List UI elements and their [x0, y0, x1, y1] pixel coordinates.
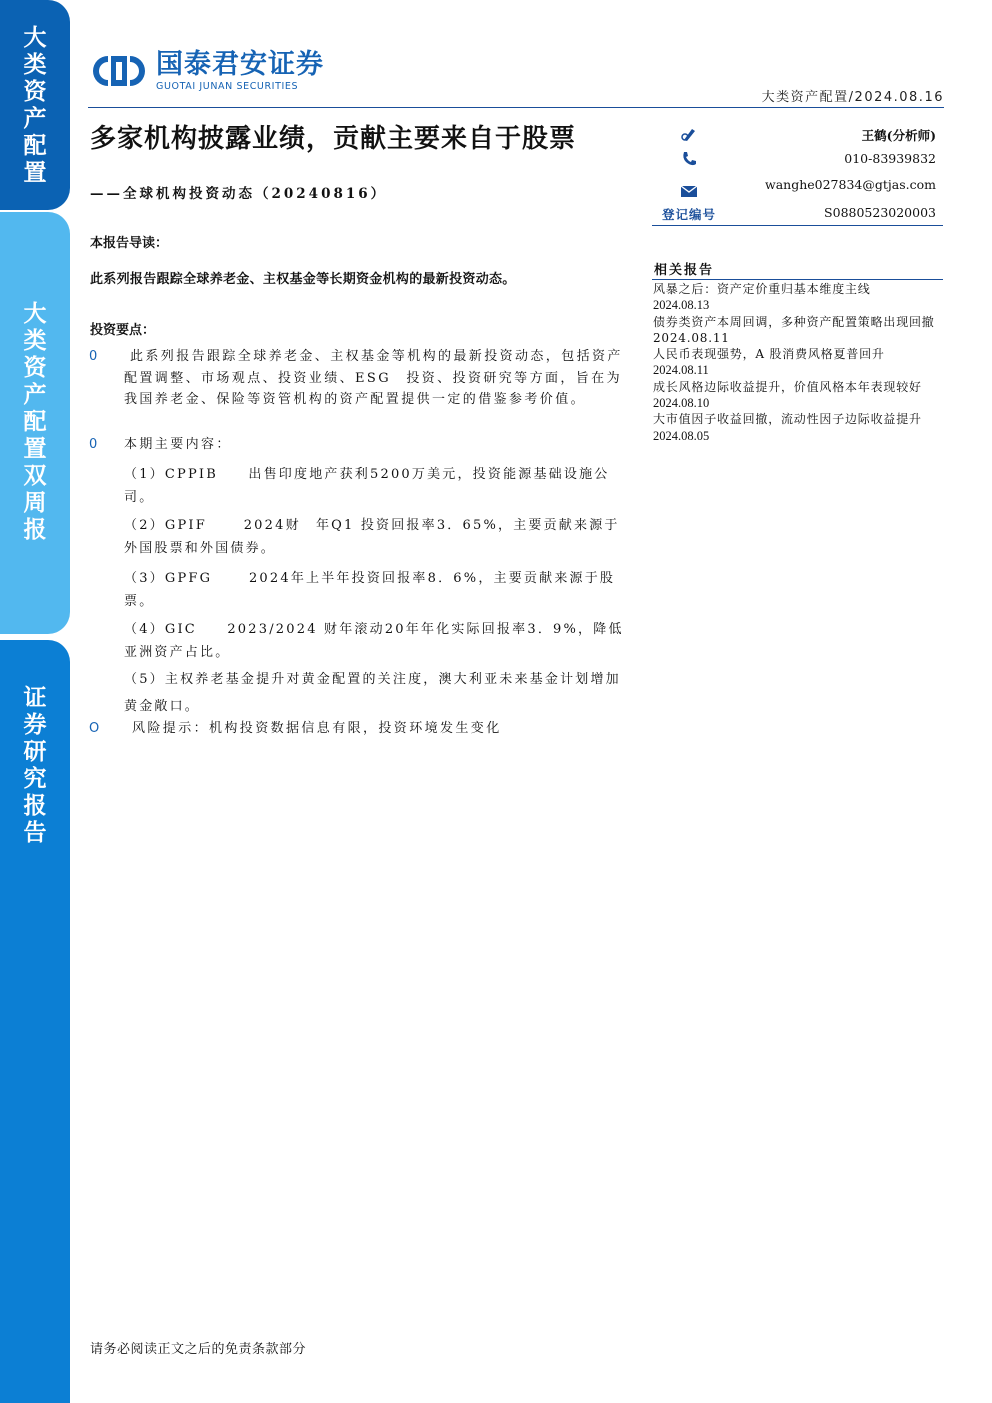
sidebar-char: 券 — [23, 711, 47, 738]
sidebar-tab-asset-allocation — [0, 0, 70, 210]
related-report-name: 风暴之后：资产定价重归基本维度主线 — [653, 282, 871, 296]
page-subtitle: ——全球机构投资动态（20240816） — [90, 186, 388, 202]
sidebar-char: 究 — [23, 765, 47, 792]
related-reports-list — [653, 281, 945, 444]
sidebar-char: 产 — [23, 381, 47, 408]
related-report-name: 大市值因子收益回撤，流动性因子边际收益提升 — [653, 412, 922, 427]
related-report-name: 成长风格边际收益提升，价值风格本年表现较好 — [653, 379, 922, 394]
related-report-date: 2024.08.11 — [653, 363, 709, 378]
sidebar-char: 置 — [23, 159, 47, 186]
report-intro-text: 此系列报告跟踪全球养老金、主权基金等长期资金机构的最新投资动态。 — [90, 272, 516, 287]
sidebar-char: 告 — [23, 819, 47, 846]
sidebar-char: 报 — [23, 792, 47, 819]
sidebar-char: 双 — [23, 462, 47, 489]
logo-english-name: GUOTAI JUNAN SECURITIES — [156, 81, 299, 92]
report-intro-heading: 本报告导读： — [90, 236, 169, 251]
sidebar-char: 大 — [23, 300, 47, 327]
related-report-item[interactable] — [653, 314, 945, 347]
pen-icon — [680, 126, 698, 142]
key-item-cppib: （1）CPPIB 出售印度地产获利5200万美元，投资能源基础设施公司。 — [124, 467, 610, 505]
sidebar-char: 类 — [23, 327, 47, 354]
related-report-item[interactable] — [653, 379, 945, 412]
logo-mark-icon — [90, 52, 148, 90]
sidebar-char: 报 — [23, 516, 47, 543]
logo-chinese-name: 国泰君安证券 — [156, 49, 324, 80]
sidebar-tab-biweekly-report — [0, 212, 70, 634]
sidebar-char: 资 — [23, 354, 47, 381]
related-report-date: 2024.08.05 — [653, 428, 710, 443]
analyst-email[interactable]: wanghe027834@gtjas.com — [765, 177, 936, 192]
risk-warning: 风险提示：机构投资数据信息有限，投资环境发生变化 — [132, 721, 502, 736]
key-item-gpfg: （3）GPFG 2024年上半年投资回报率8．6%，主要贡献来源于股票。 — [124, 571, 616, 609]
related-report-item[interactable] — [653, 346, 945, 379]
disclaimer-footer: 请务必阅读正文之后的免责条款部分 — [90, 1342, 307, 1357]
related-report-date: 2024.08.13 — [653, 298, 710, 313]
sidebar-char: 资 — [23, 78, 47, 105]
phone-icon — [680, 151, 698, 167]
bullet-marker: 0 — [89, 349, 98, 364]
related-report-item[interactable] — [653, 281, 945, 314]
sidebar-char: 周 — [23, 489, 47, 516]
related-report-item[interactable] — [653, 411, 945, 444]
related-report-name: 人民币表现强势，A 股消费风格夏普回升 — [653, 347, 885, 362]
key-item-gic: （4）GIC 2023/2024 财年滚动20年年化实际回报率3．9%，降低亚洲资产占比。 — [124, 622, 624, 660]
related-report-name: 债券类资产本周回调，多种资产配置策略出现回撤2024.08.11 — [653, 314, 935, 345]
key-point-2: 本期主要内容： — [124, 437, 232, 452]
email-icon — [680, 183, 698, 199]
sidebar-char: 大 — [23, 24, 47, 51]
related-reports-title: 相关报告 — [654, 263, 715, 278]
sidebar-char: 证 — [23, 684, 47, 711]
sidebar-char: 配 — [23, 132, 47, 159]
key-item-gpif: （2）GPIF 2024财 年Q1 投资回报率3．65%，主要贡献来源于外国股票和外国债券。 — [124, 518, 620, 556]
analyst-phone: 010-83939832 — [844, 151, 936, 166]
sidebar-char: 类 — [23, 51, 47, 78]
report-category-date: 大类资产配置/2024.08.16 — [761, 90, 944, 105]
registration-label: 登记编号 — [662, 207, 717, 222]
analyst-divider — [652, 225, 943, 226]
sidebar-char: 置 — [23, 435, 47, 462]
key-item-gold: （5）主权养老基金提升对黄金配置的关注度，澳大利亚未来基金计划增加黄金敞口。 — [124, 672, 621, 714]
sidebar-char: 产 — [23, 105, 47, 132]
risk-marker: O — [89, 721, 100, 736]
key-point-1: 此系列报告跟踪全球养老金、主权基金等机构的最新投资动态，包括资产配置调整、市场观点、投资业绩、ESG 投资、投资研究等方面，旨在为我国养老金、保险等资管机构的资产配置提供一定的借鉴参考价值。 — [124, 349, 623, 407]
key-points-heading: 投资要点： — [90, 323, 156, 338]
bullet-marker: 0 — [89, 437, 98, 452]
page-title: 多家机构披露业绩，贡献主要来自于股票 — [90, 124, 577, 154]
header-divider — [88, 107, 944, 108]
sidebar-char: 研 — [23, 738, 47, 765]
sidebar-char: 配 — [23, 408, 47, 435]
related-divider — [652, 279, 943, 280]
analyst-name: 王鹤(分析师) — [861, 128, 936, 143]
company-logo — [90, 50, 324, 92]
related-report-date: 2024.08.10 — [653, 396, 710, 411]
sidebar-tab-research-report — [0, 640, 70, 1403]
registration-number: S0880523020003 — [824, 205, 936, 220]
